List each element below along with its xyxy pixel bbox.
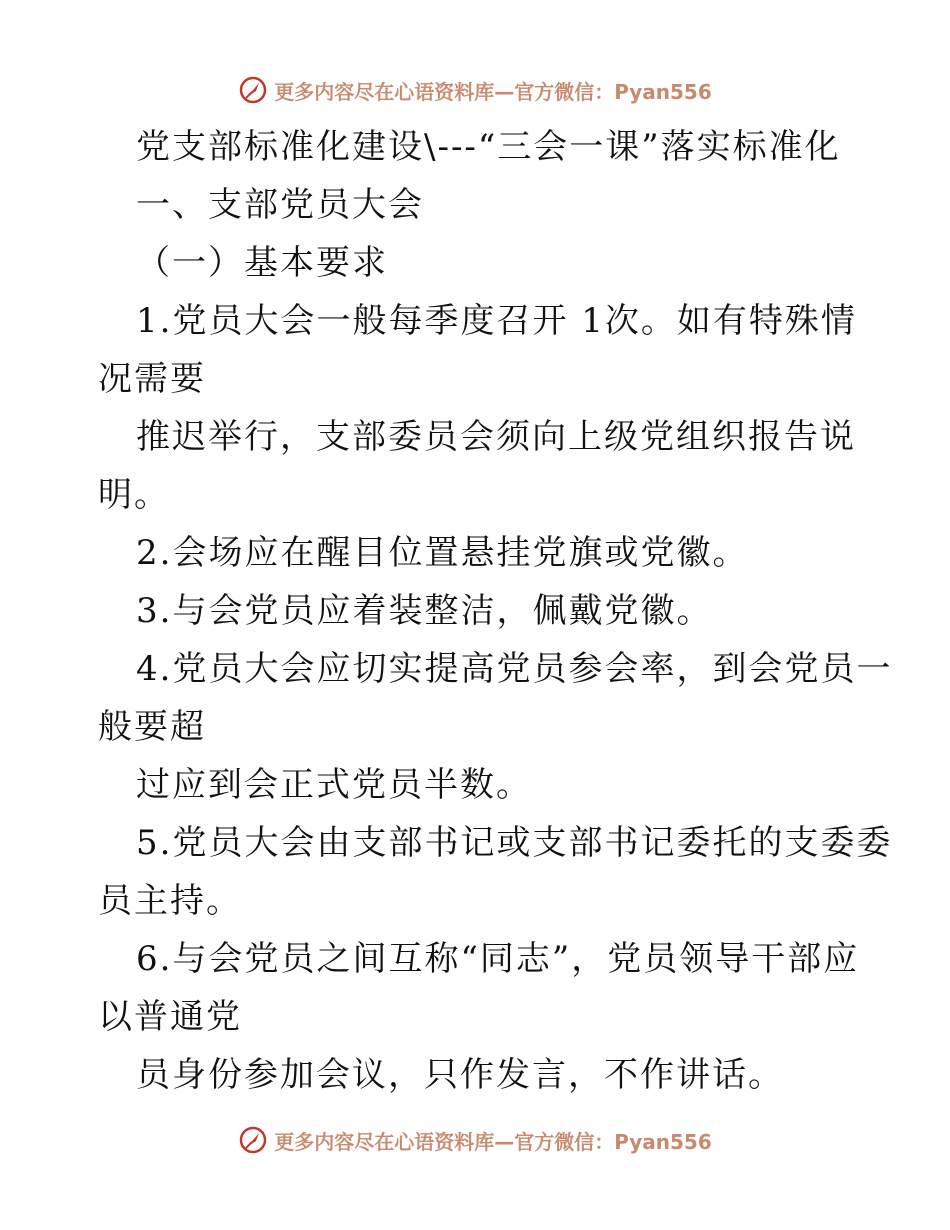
document-title: 党支部标准化建设\---“三会一课”落实标准化 [136,127,841,167]
document-body [98,118,893,1104]
paragraph-line: 况需要 [98,359,206,399]
paragraph-line: 推迟举行，支部委员会须向上级党组织报告说 [136,417,856,457]
section-heading: 一、支部党员大会 [136,185,424,225]
paragraph-line: 5.党员大会由支部书记或支部书记委托的支委委 [136,823,893,863]
paragraph-line: 明。 [98,475,170,515]
feather-logo-icon [238,1125,268,1155]
watermark-text: 更多内容尽在心语资料库—官方微信：Pyan556 [274,1129,712,1154]
subsection-heading: （一）基本要求 [136,243,388,283]
paragraph-line: 员身份参加会议，只作发言，不作讲话。 [136,1055,784,1095]
paragraph-line: 过应到会正式党员半数。 [136,765,532,805]
paragraph-line: 般要超 [98,707,206,747]
paragraph-line: 员主持。 [98,881,242,921]
paragraph-line: 2.会场应在醒目位置悬挂党旗或党徽。 [136,533,749,573]
watermark-text: 更多内容尽在心语资料库—官方微信：Pyan556 [274,79,712,104]
paragraph-line: 6.与会党员之间互称“同志”，党员领导干部应 [136,939,860,979]
paragraph-line: 1.党员大会一般每季度召开 1次。如有特殊情 [136,301,857,341]
paragraph-line: 3.与会党员应着装整洁，佩戴党徽。 [136,591,713,631]
watermark-banner-bottom [0,1120,950,1160]
watermark-banner-top [0,70,950,110]
paragraph-line: 4.党员大会应切实提高党员参会率，到会党员一 [136,649,893,689]
paragraph-line: 以普通党 [98,997,242,1037]
feather-logo-icon [238,75,268,105]
